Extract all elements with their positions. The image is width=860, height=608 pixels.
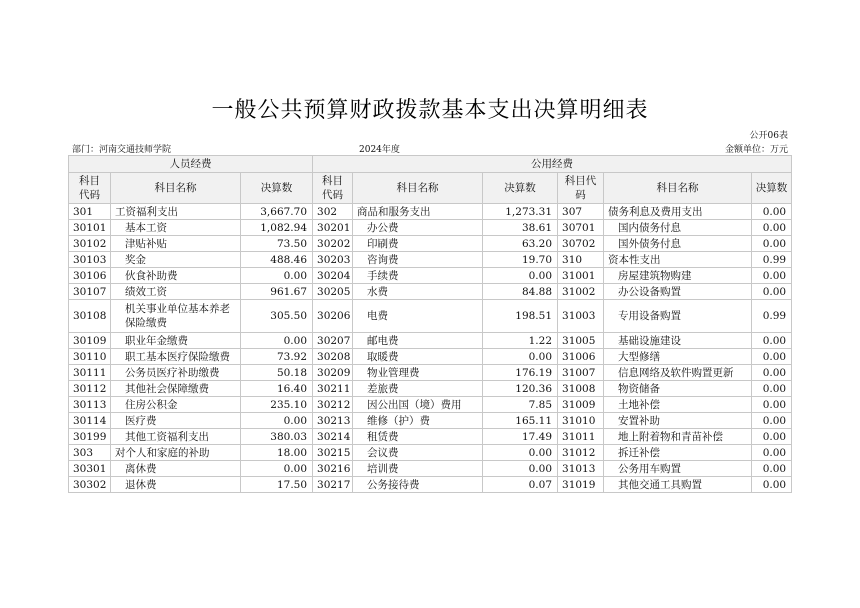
code-cell: 301 <box>69 204 111 220</box>
amount-cell: 0.00 <box>752 461 792 477</box>
amount-cell: 120.36 <box>483 381 558 397</box>
name-cell: 津贴补贴 <box>111 236 241 252</box>
table-row <box>69 300 792 333</box>
code-cell: 303 <box>69 445 111 461</box>
table-row <box>69 397 792 413</box>
code-cell: 31007 <box>558 365 604 381</box>
col-code-3: 科目代 码 <box>558 173 604 204</box>
table-row <box>69 252 792 268</box>
amount-cell: 1,082.94 <box>241 220 313 236</box>
code-cell: 30212 <box>313 397 353 413</box>
department-label: 部门：河南交通技师学院 <box>72 145 172 155</box>
amount-cell: 0.00 <box>752 268 792 284</box>
name-cell: 专用设备购置 <box>604 300 752 333</box>
amount-cell: 165.11 <box>483 413 558 429</box>
code-cell: 30206 <box>313 300 353 333</box>
name-cell: 机关事业单位基本养老保险缴费 <box>111 300 241 333</box>
name-cell: 公务接待费 <box>353 477 483 493</box>
name-cell: 培训费 <box>353 461 483 477</box>
table-row <box>69 284 792 300</box>
table-row <box>69 429 792 445</box>
amount-cell: 235.10 <box>241 397 313 413</box>
amount-cell: 0.00 <box>752 477 792 493</box>
code-cell: 30109 <box>69 333 111 349</box>
name-cell: 公务员医疗补助缴费 <box>111 365 241 381</box>
code-cell: 30107 <box>69 284 111 300</box>
amount-cell: 0.00 <box>752 429 792 445</box>
amount-cell: 0.99 <box>752 300 792 333</box>
code-cell: 30203 <box>313 252 353 268</box>
table-row <box>69 381 792 397</box>
name-cell: 办公设备购置 <box>604 284 752 300</box>
code-cell: 30217 <box>313 477 353 493</box>
amount-cell: 17.49 <box>483 429 558 445</box>
name-cell: 地上附着物和青苗补偿 <box>604 429 752 445</box>
name-cell: 房屋建筑物购建 <box>604 268 752 284</box>
name-cell: 债务利息及费用支出 <box>604 204 752 220</box>
amount-cell: 0.00 <box>752 220 792 236</box>
amount-cell: 16.40 <box>241 381 313 397</box>
amount-cell: 0.00 <box>752 284 792 300</box>
amount-cell: 380.03 <box>241 429 313 445</box>
amount-cell: 961.67 <box>241 284 313 300</box>
amount-cell: 0.99 <box>752 252 792 268</box>
name-cell: 大型修缮 <box>604 349 752 365</box>
name-cell: 水费 <box>353 284 483 300</box>
code-cell: 30301 <box>69 461 111 477</box>
name-cell: 信息网络及软件购置更新 <box>604 365 752 381</box>
amount-cell: 84.88 <box>483 284 558 300</box>
name-cell: 对个人和家庭的补助 <box>111 445 241 461</box>
code-cell: 30207 <box>313 333 353 349</box>
name-cell: 商品和服务支出 <box>353 204 483 220</box>
name-cell: 基础设施建设 <box>604 333 752 349</box>
code-cell: 30101 <box>69 220 111 236</box>
unit-label: 金额单位：万元 <box>724 145 788 155</box>
code-cell: 30215 <box>313 445 353 461</box>
group-public: 公用经费 <box>313 156 792 173</box>
amount-cell: 0.00 <box>752 413 792 429</box>
name-cell: 公务用车购置 <box>604 461 752 477</box>
amount-cell: 198.51 <box>483 300 558 333</box>
name-cell: 电费 <box>353 300 483 333</box>
code-cell: 31003 <box>558 300 604 333</box>
code-cell: 30108 <box>69 300 111 333</box>
code-cell: 31005 <box>558 333 604 349</box>
amount-cell: 73.50 <box>241 236 313 252</box>
code-cell: 30211 <box>313 381 353 397</box>
amount-cell: 17.50 <box>241 477 313 493</box>
page-title: 一般公共预算财政拨款基本支出决算明细表 <box>211 98 649 123</box>
name-cell: 住房公积金 <box>111 397 241 413</box>
name-cell: 印刷费 <box>353 236 483 252</box>
amount-cell: 19.70 <box>483 252 558 268</box>
code-cell: 310 <box>558 252 604 268</box>
table-row <box>69 204 792 220</box>
amount-cell: 0.00 <box>752 204 792 220</box>
amount-cell: 73.92 <box>241 349 313 365</box>
amount-cell: 0.00 <box>241 461 313 477</box>
name-cell: 差旅费 <box>353 381 483 397</box>
col-code-1: 科目 代码 <box>69 173 111 204</box>
amount-cell: 488.46 <box>241 252 313 268</box>
table-row <box>69 477 792 493</box>
col-name-1: 科目名称 <box>111 173 241 204</box>
code-cell: 30201 <box>313 220 353 236</box>
code-cell: 30701 <box>558 220 604 236</box>
table-row <box>69 413 792 429</box>
col-name-3: 科目名称 <box>604 173 752 204</box>
code-cell: 30202 <box>313 236 353 252</box>
name-cell: 维修（护）费 <box>353 413 483 429</box>
name-cell: 会议费 <box>353 445 483 461</box>
name-cell: 奖金 <box>111 252 241 268</box>
code-cell: 31008 <box>558 381 604 397</box>
name-cell: 工资福利支出 <box>111 204 241 220</box>
amount-cell: 0.00 <box>752 333 792 349</box>
table-row <box>69 236 792 252</box>
table-row <box>69 445 792 461</box>
table-row <box>69 461 792 477</box>
code-cell: 30111 <box>69 365 111 381</box>
name-cell: 其他工资福利支出 <box>111 429 241 445</box>
name-cell: 伙食补助费 <box>111 268 241 284</box>
amount-cell: 0.00 <box>483 268 558 284</box>
col-code-2: 科目 代码 <box>313 173 353 204</box>
year-label: 2024年度 <box>359 145 400 155</box>
amount-cell: 176.19 <box>483 365 558 381</box>
amount-cell: 0.00 <box>241 333 313 349</box>
name-cell: 国内债务付息 <box>604 220 752 236</box>
name-cell: 其他交通工具购置 <box>604 477 752 493</box>
name-cell: 医疗费 <box>111 413 241 429</box>
amount-cell: 0.00 <box>483 461 558 477</box>
code-cell: 30204 <box>313 268 353 284</box>
amount-cell: 63.20 <box>483 236 558 252</box>
meta-line <box>72 142 788 154</box>
name-cell: 离休费 <box>111 461 241 477</box>
amount-cell: 0.07 <box>483 477 558 493</box>
code-cell: 30214 <box>313 429 353 445</box>
code-cell: 30103 <box>69 252 111 268</box>
name-cell: 租赁费 <box>353 429 483 445</box>
code-cell: 30302 <box>69 477 111 493</box>
amount-cell: 18.00 <box>241 445 313 461</box>
name-cell: 手续费 <box>353 268 483 284</box>
amount-cell: 1.22 <box>483 333 558 349</box>
name-cell: 物业管理费 <box>353 365 483 381</box>
code-cell: 30208 <box>313 349 353 365</box>
amount-cell: 50.18 <box>241 365 313 381</box>
name-cell: 资本性支出 <box>604 252 752 268</box>
code-cell: 31012 <box>558 445 604 461</box>
column-header-row <box>69 173 792 204</box>
amount-cell: 0.00 <box>752 236 792 252</box>
table-row <box>69 365 792 381</box>
amount-cell: 0.00 <box>483 445 558 461</box>
code-cell: 30213 <box>313 413 353 429</box>
code-cell: 31019 <box>558 477 604 493</box>
amount-cell: 0.00 <box>752 349 792 365</box>
code-cell: 30199 <box>69 429 111 445</box>
amount-cell: 3,667.70 <box>241 204 313 220</box>
code-cell: 31011 <box>558 429 604 445</box>
table-row <box>69 220 792 236</box>
col-amount-1: 决算数 <box>241 173 313 204</box>
group-header-row <box>69 156 792 173</box>
name-cell: 取暖费 <box>353 349 483 365</box>
name-cell: 土地补偿 <box>604 397 752 413</box>
code-cell: 31002 <box>558 284 604 300</box>
expenditure-table <box>68 155 792 493</box>
name-cell: 其他社会保障缴费 <box>111 381 241 397</box>
amount-cell: 0.00 <box>752 445 792 461</box>
name-cell: 基本工资 <box>111 220 241 236</box>
table-row <box>69 333 792 349</box>
form-code: 公开06表 <box>749 131 788 141</box>
code-cell: 30102 <box>69 236 111 252</box>
code-cell: 31009 <box>558 397 604 413</box>
name-cell: 国外债务付息 <box>604 236 752 252</box>
col-amount-3: 决算数 <box>752 173 792 204</box>
amount-cell: 1,273.31 <box>483 204 558 220</box>
amount-cell: 0.00 <box>241 268 313 284</box>
code-cell: 307 <box>558 204 604 220</box>
name-cell: 邮电费 <box>353 333 483 349</box>
name-cell: 咨询费 <box>353 252 483 268</box>
name-cell: 职业年金缴费 <box>111 333 241 349</box>
name-cell: 办公费 <box>353 220 483 236</box>
col-name-2: 科目名称 <box>353 173 483 204</box>
group-personnel: 人员经费 <box>69 156 313 173</box>
name-cell: 物资储备 <box>604 381 752 397</box>
code-cell: 30110 <box>69 349 111 365</box>
name-cell: 职工基本医疗保险缴费 <box>111 349 241 365</box>
table-row <box>69 349 792 365</box>
name-cell: 退休费 <box>111 477 241 493</box>
amount-cell: 0.00 <box>752 397 792 413</box>
amount-cell: 0.00 <box>241 413 313 429</box>
name-cell: 绩效工资 <box>111 284 241 300</box>
code-cell: 30702 <box>558 236 604 252</box>
amount-cell: 0.00 <box>752 381 792 397</box>
name-cell: 拆迁补偿 <box>604 445 752 461</box>
name-cell: 因公出国（境）费用 <box>353 397 483 413</box>
code-cell: 31006 <box>558 349 604 365</box>
amount-cell: 0.00 <box>752 365 792 381</box>
code-cell: 30113 <box>69 397 111 413</box>
code-cell: 31010 <box>558 413 604 429</box>
code-cell: 30106 <box>69 268 111 284</box>
code-cell: 31001 <box>558 268 604 284</box>
code-cell: 302 <box>313 204 353 220</box>
code-cell: 31013 <box>558 461 604 477</box>
code-cell: 30205 <box>313 284 353 300</box>
name-cell: 安置补助 <box>604 413 752 429</box>
amount-cell: 38.61 <box>483 220 558 236</box>
code-cell: 30114 <box>69 413 111 429</box>
code-cell: 30112 <box>69 381 111 397</box>
amount-cell: 7.85 <box>483 397 558 413</box>
code-cell: 30209 <box>313 365 353 381</box>
col-amount-2: 决算数 <box>483 173 558 204</box>
code-cell: 30216 <box>313 461 353 477</box>
amount-cell: 0.00 <box>483 349 558 365</box>
table-row <box>69 268 792 284</box>
amount-cell: 305.50 <box>241 300 313 333</box>
